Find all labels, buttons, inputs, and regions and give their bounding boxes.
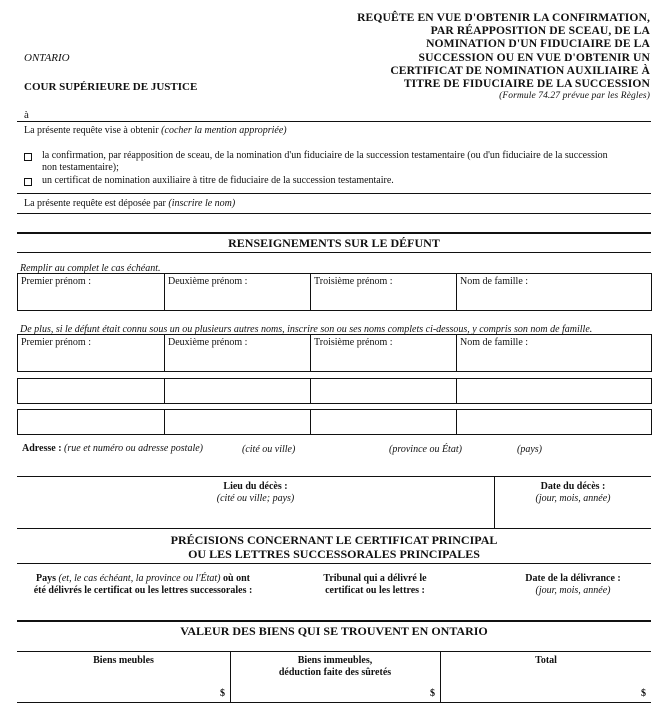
- other-names-row[interactable]: [17, 378, 652, 404]
- other-second-name-field[interactable]: Deuxième prénom :: [168, 337, 248, 348]
- a-label: à: [24, 109, 29, 121]
- date-delivrance-field[interactable]: [488, 573, 658, 597]
- form-title-line: SUCCESSION OU EN VUE D'OBTENIR UN: [418, 50, 650, 64]
- vise-label: La présente requête vise à obtenir: [24, 125, 159, 136]
- adresse-field[interactable]: [22, 443, 203, 454]
- vise-text: [24, 125, 287, 136]
- form-title-line: PAR RÉAPPOSITION DE SCEAU, DE LA: [430, 24, 650, 38]
- pays-hint: (et, le cas échéant, la province ou l'État): [58, 573, 221, 584]
- adresse-hint: (pays): [517, 444, 542, 455]
- option2-checkbox[interactable]: [24, 176, 32, 187]
- deposee-label: La présente requête est déposée par: [24, 198, 166, 209]
- last-name-field[interactable]: Nom de famille :: [460, 276, 529, 287]
- deposee-text: [24, 198, 235, 209]
- immeubles-field[interactable]: [230, 655, 440, 679]
- names-table: [17, 273, 652, 311]
- tribunal-field[interactable]: [290, 573, 460, 597]
- vise-hint: (cocher la mention appropriée): [161, 125, 287, 136]
- a-field-line[interactable]: [17, 121, 651, 122]
- divider: [17, 528, 651, 529]
- lieu-deces-field[interactable]: Lieu du décès :: [223, 481, 288, 492]
- adresse-hint: (rue et numéro ou adresse postale): [64, 443, 203, 454]
- deposee-field-line[interactable]: [17, 213, 651, 214]
- lieu-deces-hint: (cité ou ville; pays): [216, 493, 295, 504]
- date-delivrance-hint: (jour, mois, année): [535, 585, 611, 596]
- section-rule: [17, 620, 651, 622]
- option1-line: la confirmation, par réapposition de sceau, de la nomination d'un fiduciaire de la succession testamentaire (ou d'un fiduciaire de la succession: [42, 150, 608, 161]
- form-number: (Formule 74.27 prévue par les Règles): [499, 91, 650, 102]
- form-title-line: TITRE DE FIDUCIAIRE DE LA SUCCESSION: [403, 77, 650, 91]
- pays-label: Pays: [36, 573, 57, 584]
- deposee-hint: (inscrire le nom): [168, 198, 236, 209]
- section-rule: [17, 232, 651, 234]
- date-delivrance-label: Date de la délivrance :: [525, 573, 621, 584]
- other-last-name-field[interactable]: Nom de famille :: [460, 337, 529, 348]
- other-third-name-field[interactable]: Troisième prénom :: [314, 337, 393, 348]
- defunt-section-title: RENSEIGNEMENTS SUR LE DÉFUNT: [228, 236, 440, 250]
- section-rule: [17, 252, 651, 253]
- date-deces-field[interactable]: Date du décès :: [540, 481, 606, 492]
- remplir-note: Remplir au complet le cas échéant.: [20, 263, 161, 274]
- divider: [17, 193, 651, 194]
- second-name-field[interactable]: Deuxième prénom :: [168, 276, 248, 287]
- tribunal-label: certificat ou les lettres :: [325, 585, 425, 596]
- section-rule: [17, 651, 651, 652]
- pays-label: où ont: [223, 573, 250, 584]
- form-title-line: CERTIFICAT DE NOMINATION AUXILIAIRE À: [390, 63, 650, 77]
- dollar-sign: $: [220, 688, 225, 699]
- adresse-label: Adresse :: [22, 443, 62, 454]
- dollar-sign: $: [641, 688, 646, 699]
- valeur-section-title: VALEUR DES BIENS QUI SE TROUVENT EN ONTARIO: [180, 624, 488, 638]
- adresse-hint: (cité ou ville): [242, 444, 296, 455]
- pays-field[interactable]: [18, 573, 268, 597]
- option1-text: [42, 150, 654, 174]
- meubles-field[interactable]: Biens meubles: [93, 655, 154, 666]
- other-first-name-field[interactable]: Premier prénom :: [21, 337, 91, 348]
- total-field[interactable]: Total: [535, 655, 557, 666]
- other-names-row[interactable]: [17, 409, 652, 435]
- immeubles-label: Biens immeubles,: [297, 655, 373, 666]
- dollar-sign: $: [430, 688, 435, 699]
- other-names-note: De plus, si le défunt était connu sous un ou plusieurs autres noms, inscrire son ou ses noms complets ci-dessous, y compris son nom de famille.: [20, 324, 593, 335]
- section-rule: [17, 563, 651, 564]
- divider: [17, 702, 651, 703]
- option1-line: non testamentaire);: [42, 162, 119, 173]
- other-names-table: [17, 334, 652, 372]
- form-title-line: REQUÊTE EN VUE D'OBTENIR LA CONFIRMATION,: [357, 11, 650, 24]
- divider: [17, 476, 651, 477]
- first-name-field[interactable]: Premier prénom :: [21, 276, 91, 287]
- option2-text: un certificat de nomination auxiliaire à titre de fiduciaire de la succession testamentaire.: [42, 175, 394, 186]
- province-label: ONTARIO: [24, 52, 70, 64]
- date-deces-hint: (jour, mois, année): [535, 493, 611, 504]
- third-name-field[interactable]: Troisième prénom :: [314, 276, 393, 287]
- pays-label: été délivrés le certificat ou les lettres successorales :: [33, 585, 253, 596]
- form-title: [320, 11, 650, 103]
- option1-checkbox[interactable]: [24, 151, 32, 162]
- immeubles-label: déduction faite des sûretés: [278, 667, 392, 678]
- certificat-title-line: PRÉCISIONS CONCERNANT LE CERTIFICAT PRINCIPAL: [170, 533, 498, 547]
- court-name: COUR SUPÉRIEURE DE JUSTICE: [24, 81, 198, 93]
- form-title-line: NOMINATION D'UN FIDUCIAIRE DE LA: [426, 37, 650, 51]
- adresse-hint: (province ou État): [389, 444, 462, 455]
- certificat-title-line: OU LES LETTRES SUCCESSORALES PRINCIPALES: [188, 547, 480, 561]
- tribunal-label: Tribunal qui a délivré le: [323, 573, 427, 584]
- certificat-section-title: [17, 533, 651, 561]
